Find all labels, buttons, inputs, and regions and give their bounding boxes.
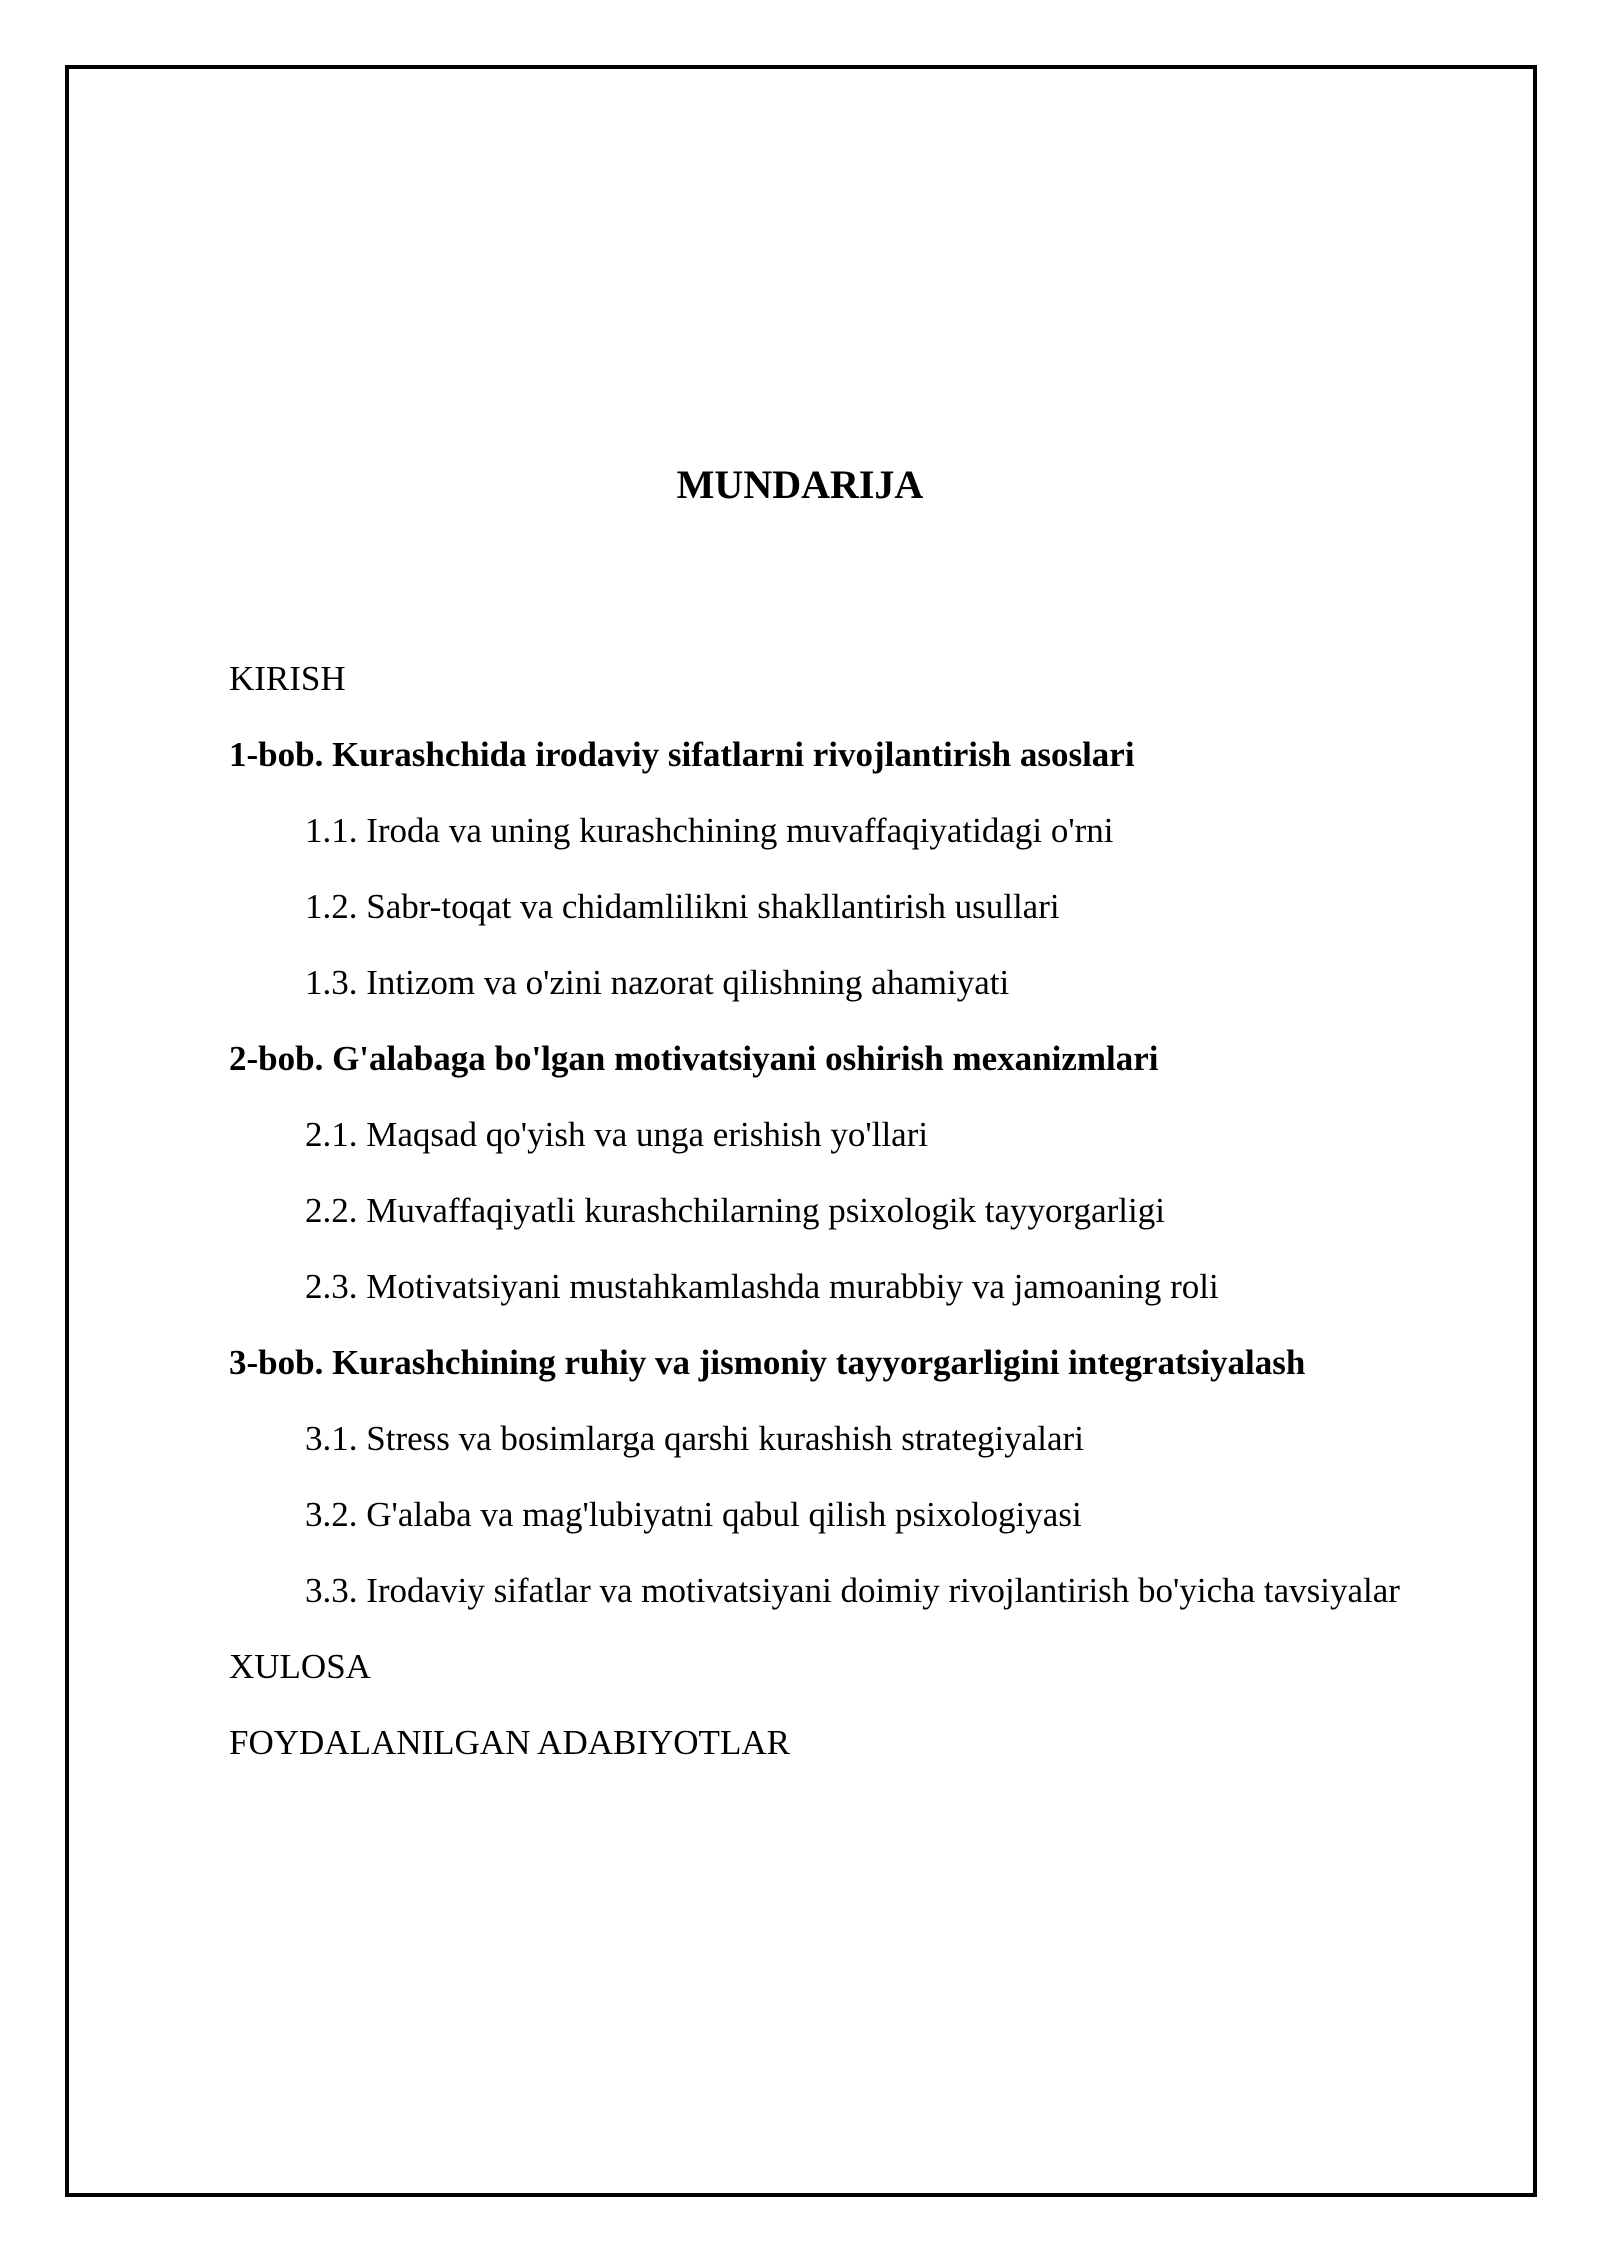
- toc-chapter-1: 1-bob. Kurashchida irodaviy sifatlarni rivojlantirish asoslari: [229, 735, 1135, 774]
- toc-section-3-2: 3.2. G'alaba va mag'lubiyatni qabul qilish psixologiyasi: [305, 1495, 1082, 1534]
- page-title: MUNDARIJA: [676, 462, 924, 507]
- toc-section-1-3: 1.3. Intizom va o'zini nazorat qilishning ahamiyati: [305, 963, 1010, 1002]
- toc-section-2-3: 2.3. Motivatsiyani mustahkamlashda murabbiy va jamoaning roli: [305, 1267, 1219, 1306]
- toc-chapter-2: 2-bob. G'alabaga bo'lgan motivatsiyani oshirish mexanizmlari: [229, 1039, 1159, 1078]
- table-of-contents: [229, 641, 1549, 1781]
- toc-section-2-2: 2.2. Muvaffaqiyatli kurashchilarning psixologik tayyorgarligi: [305, 1191, 1165, 1230]
- toc-entry-conclusion: XULOSA: [229, 1647, 371, 1686]
- toc-entry-references: FOYDALANILGAN ADABIYOTLAR: [229, 1723, 790, 1762]
- toc-section-2-1: 2.1. Maqsad qo'yish va unga erishish yo'llari: [305, 1115, 929, 1154]
- toc-section-3-1: 3.1. Stress va bosimlarga qarshi kurashish strategiyalari: [305, 1419, 1084, 1458]
- toc-section-1-2: 1.2. Sabr-toqat va chidamlilikni shakllantirish usullari: [305, 887, 1060, 926]
- toc-entry-introduction: KIRISH: [229, 659, 346, 698]
- toc-chapter-3: 3-bob. Kurashchining ruhiy va jismoniy tayyorgarligini integratsiyalash: [229, 1343, 1306, 1382]
- toc-section-1-1: 1.1. Iroda va uning kurashchining muvaffaqiyatidagi o'rni: [305, 811, 1114, 850]
- toc-section-3-3: 3.3. Irodaviy sifatlar va motivatsiyani doimiy rivojlantirish bo'yicha tavsiyalar: [305, 1571, 1400, 1610]
